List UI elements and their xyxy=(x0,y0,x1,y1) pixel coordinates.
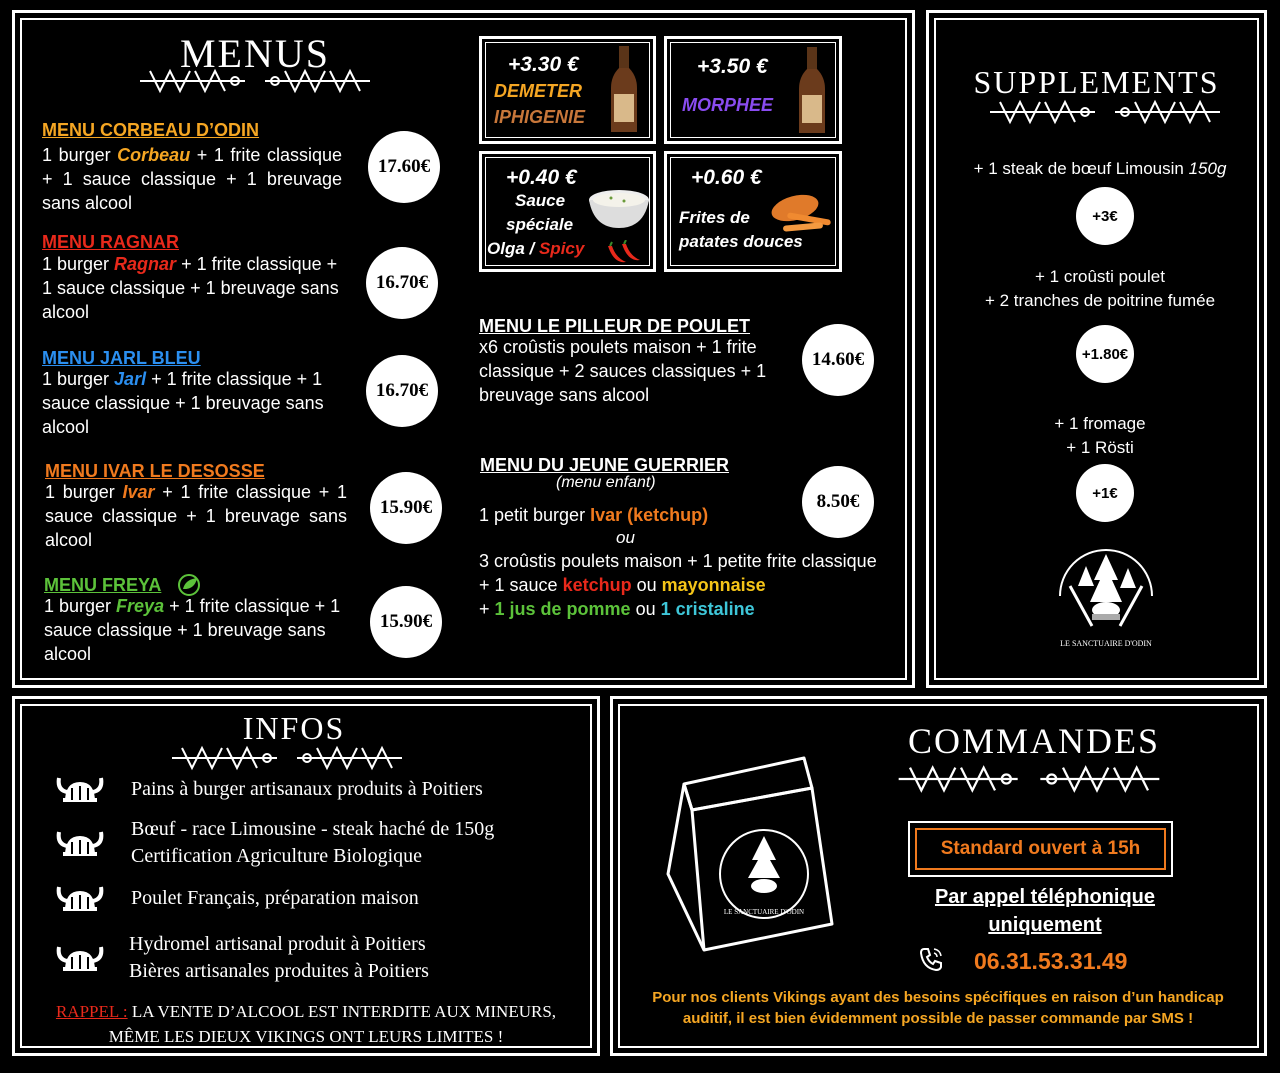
menu-desc: 1 burger Freya + 1 frite classique + 1 sauce classique + 1 breuvage sans alcool xyxy=(44,596,341,664)
menu-desc: 1 burger Ragnar + 1 frite classique + 1 sauce classique + 1 breuvage sans alcool xyxy=(42,254,339,322)
menu-or: ou xyxy=(616,528,635,547)
extra-beer-1 xyxy=(479,36,656,144)
menu-name: MENU RAGNAR xyxy=(42,232,179,252)
menu-name: MENU CORBEAU D’ODIN xyxy=(42,120,260,140)
price-badge: +1€ xyxy=(1076,464,1134,522)
viking-helmet-icon xyxy=(55,774,105,804)
price-badge: 14.60€ xyxy=(802,324,874,396)
infos-title: INFOS xyxy=(242,710,346,746)
supplements-title: SUPPLEMENTS xyxy=(973,64,1220,100)
price-badge: +3€ xyxy=(1076,187,1134,245)
rune-divider-icon xyxy=(985,97,1225,127)
menu-name: MENU DU JEUNE GUERRIER xyxy=(480,455,730,475)
standard-hours-box xyxy=(908,821,1173,877)
info-row xyxy=(55,931,429,985)
price-label: +0.60 € xyxy=(691,166,762,189)
price-badge: 15.90€ xyxy=(370,586,442,658)
rune-divider-icon xyxy=(864,762,1194,796)
beer-bottle-icon xyxy=(795,45,829,137)
info-text: Poulet Français, préparation maison xyxy=(131,886,419,909)
sweet-potato-icon xyxy=(765,186,837,236)
sanctuaire-logo-icon xyxy=(1050,546,1162,658)
price-badge: 8.50€ xyxy=(802,466,874,538)
beer-name: MORPHEE xyxy=(682,95,774,115)
menu-desc: 1 burger Corbeau + 1 frite classique + 1 sauce classique + 1 breuvage sans alcool xyxy=(42,145,343,213)
supplement-item: + 1 croûsti poulet + 2 tranches de poitrine fumée xyxy=(984,267,1216,310)
price-badge: 17.60€ xyxy=(368,131,440,203)
viking-helmet-icon xyxy=(55,828,105,858)
phone-number[interactable]: 06.31.53.31.49 xyxy=(974,948,1128,974)
info-row xyxy=(55,774,483,804)
rune-divider-icon xyxy=(164,743,410,773)
info-text: Hydromel artisanal produit à Poitiers Bières artisanales produites à Poitiers xyxy=(129,933,429,982)
supplement-item: + 1 steak de bœuf Limousin 150g xyxy=(973,159,1227,178)
price-badge: 15.90€ xyxy=(370,472,442,544)
viking-helmet-icon xyxy=(55,943,105,973)
menu-name: MENU IVAR LE DESOSSE xyxy=(45,461,265,481)
info-text: Pains à burger artisanaux produits à Poitiers xyxy=(131,777,483,800)
price-badge: 16.70€ xyxy=(366,355,438,427)
sauce-bowl-icon xyxy=(586,184,652,234)
sauce-label: Sauce xyxy=(515,191,566,210)
sms-note: Pour nos clients Vikings ayant des besoins spécifiques en raison d’un handicap auditif, il est bien évidemment possible de passer commande par SMS ! xyxy=(652,989,1224,1027)
info-row xyxy=(55,816,494,870)
menu-name: MENU JARL BLEU xyxy=(42,348,201,368)
menu-subtitle: (menu enfant) xyxy=(556,474,656,491)
rune-divider-icon xyxy=(135,66,375,96)
menu-desc: 1 petit burger Ivar (ketchup) xyxy=(479,505,709,525)
menu-name: MENU FREYA xyxy=(44,575,162,595)
fries-label: patates douces xyxy=(679,232,803,251)
price-label: +3.50 € xyxy=(697,55,768,78)
info-text: Bœuf - race Limousine - steak haché de 150g Certification Agriculture Biologique xyxy=(131,818,495,867)
standard-hours: Standard ouvert à 15h xyxy=(940,838,1141,859)
fries-label: Frites de xyxy=(679,208,750,227)
supplement-item: + 1 fromage + 1 Rösti xyxy=(1054,414,1146,457)
menu-desc: 1 burger Ivar + 1 frite classique + 1 sauce classique + 1 breuvage sans alcool xyxy=(45,482,347,550)
sauce-label: Olga / Spicy xyxy=(487,239,585,258)
menu-desc: x6 croûstis poulets maison + 1 frite classique + 2 sauces classiques + 1 breuvage sans alcool xyxy=(479,337,767,405)
commandes-title: COMMANDES xyxy=(907,721,1161,761)
takeaway-bag-icon xyxy=(664,754,844,954)
price-badge: +1.80€ xyxy=(1076,325,1134,383)
extra-beer-2 xyxy=(664,36,842,144)
price-label: +3.30 € xyxy=(508,53,579,76)
price-label: +0.40 € xyxy=(506,166,577,189)
extra-fries xyxy=(664,151,842,272)
info-row xyxy=(55,883,419,913)
menus-title: MENUS xyxy=(179,31,331,76)
svg-text:LE SANCTUAIRE D'ODIN: LE SANCTUAIRE D'ODIN xyxy=(1060,639,1152,648)
phone-order-label: Par appel téléphonique uniquement xyxy=(934,886,1156,936)
beer-name: IPHIGENIE xyxy=(494,107,586,127)
svg-text:LE SANCTUAIRE D'ODIN: LE SANCTUAIRE D'ODIN xyxy=(723,908,805,916)
alcohol-warning: RAPPEL : LA VENTE D’ALCOOL EST INTERDITE AUX MINEURS, MÊME LES DIEUX VIKINGS ONT LEURS LIMITES ! xyxy=(55,1002,557,1046)
menu-name: MENU LE PILLEUR DE POULET xyxy=(479,316,751,336)
beer-bottle-icon xyxy=(607,44,641,136)
phone-icon xyxy=(918,946,944,972)
menu-desc: 3 croûstis poulets maison + 1 petite frite classique + 1 sauce ketchup ou mayonnaise + 1 jus de pomme ou 1 cristaline xyxy=(479,551,877,619)
sauce-label: spéciale xyxy=(506,215,574,234)
price-badge: 16.70€ xyxy=(366,247,438,319)
viking-helmet-icon xyxy=(55,883,105,913)
chili-pepper-icon xyxy=(604,240,644,266)
beer-name: DEMETER xyxy=(494,81,583,101)
menu-desc: 1 burger Jarl + 1 frite classique + 1 sauce classique + 1 breuvage sans alcool xyxy=(42,369,324,437)
extra-sauce xyxy=(479,151,656,272)
